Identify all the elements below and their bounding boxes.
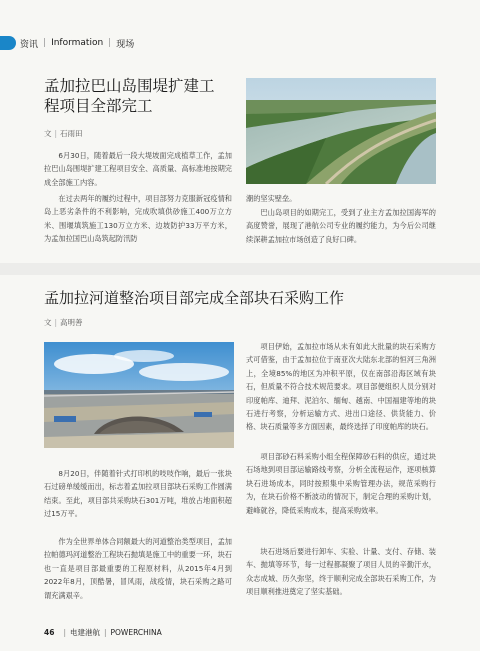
page-footer: 46 | 电建港航 | POWERCHINA bbox=[44, 628, 162, 637]
article1-paragraph: 6月30日，随着最后一段大堤坡面完成植草工作，孟加拉巴山岛围堤扩建工程项目安全、高质量、高标准地按期完成全部施工内容。 bbox=[44, 151, 232, 187]
article2-author: 高明善 bbox=[60, 318, 83, 327]
article1-photo-embankment bbox=[246, 78, 436, 184]
article2-paragraph: 8月20日，伴随着针式打印机的吱吱作响，最后一张块石过磅单缓缓而出，标志着孟加拉项目部块石采购工作圆满结束。至此，项目部共采购块石301万吨，堆放占地面积超过15万平。 bbox=[44, 469, 232, 519]
article1-paragraph: 潮的坚实壁垒。 bbox=[246, 194, 297, 203]
article2-paragraph: 项目部砂石料采购小组全程保障砂石料的供应，通过块石场地到项目部运输路线考察，分析全流程运作，逐项核算块石进场成本，同时按照集中采购管理办法，规范采购行为，在块石价格不断波动的情况下，制定合理的采购计划，避峰就谷，降低采购成本，提高采购效率。 bbox=[246, 452, 436, 515]
section-header bbox=[0, 35, 134, 51]
article2-photo-stone-yard bbox=[44, 342, 234, 448]
article2-byline: 文 | 高明善 bbox=[44, 318, 83, 327]
section-tag-marker bbox=[0, 36, 16, 50]
section-divider bbox=[0, 263, 480, 275]
article1-author: 石雨田 bbox=[60, 129, 83, 138]
article1-paragraph: 巴山岛项目的如期完工，受到了业主方孟加拉国海军的高度赞誉，展现了港航公司专业的履约能力，为今后公司继续深耕孟加拉市场创造了良好口碑。 bbox=[246, 208, 436, 244]
header-separator: | bbox=[43, 38, 47, 48]
page-number: 46 bbox=[44, 628, 55, 637]
article2-paragraph: 块石进场后要进行卸车、实验、计量、支付、存储、装车、抛填等环节，每一过程都凝聚了项目人员的辛勤汗水，众志成城、历久弥坚，终于顺利完成全部块石采购工作，为项目顺利推进奠定了坚实基础。 bbox=[246, 547, 436, 597]
article1-title: 孟加拉巴山岛围堤扩建工程项目全部完工 bbox=[44, 77, 215, 115]
brand-name: POWERCHINA bbox=[110, 628, 162, 637]
article2-paragraph: 作为全世界单体合同额最大的河道整治类型项目，孟加拉帕德玛河道整治工程块石抛填是施工中的重要一环，块石也一直是项目部最重要的工程原材料，从2015年4月到2022年8月，顶酷暑，冒风雨，战疫情，块石采购之路可谓充满艰辛。 bbox=[44, 537, 232, 600]
article2-paragraph: 项目伊始，孟加拉市场从未有如此大批量的块石采购方式可借鉴，由于孟加拉位于南亚次大陆东北部的恒河三角洲上，全境85%的地区为冲积平原，仅在南部沿海区域有块石，但质量不符合技术规范要求。项目部便组织人员分别对印度帕库、迪拜、泥泊尔、缅甸、越南、中国福建等地的块石进行考察，分析运输方式、进出口途径、供货能力、价格、块石质量等多方面因素，最终选择了印度帕库的块石。 bbox=[246, 342, 436, 432]
article1-byline: 文 | 石雨田 bbox=[44, 129, 83, 138]
section-label-site: 现场 bbox=[116, 39, 135, 50]
byline-label: 文 bbox=[44, 318, 52, 327]
section-label-en: Information bbox=[51, 38, 104, 48]
article1-paragraph: 在过去两年的履约过程中，项目部努力克服新冠疫情和岛上恶劣条件的不利影响，完成吹填供砂施工400万立方米、围堰填筑施工130万立方米、边坡防护33万平方米，为孟加拉国巴山岛筑起防汛防 bbox=[44, 194, 232, 244]
magazine-name: 电建港航 bbox=[69, 628, 100, 637]
header-separator: | bbox=[108, 38, 112, 48]
byline-label: 文 bbox=[44, 129, 52, 138]
section-name: 资讯 bbox=[20, 39, 39, 50]
article2-title: 孟加拉河道整治项目部完成全部块石采购工作 bbox=[44, 289, 345, 307]
